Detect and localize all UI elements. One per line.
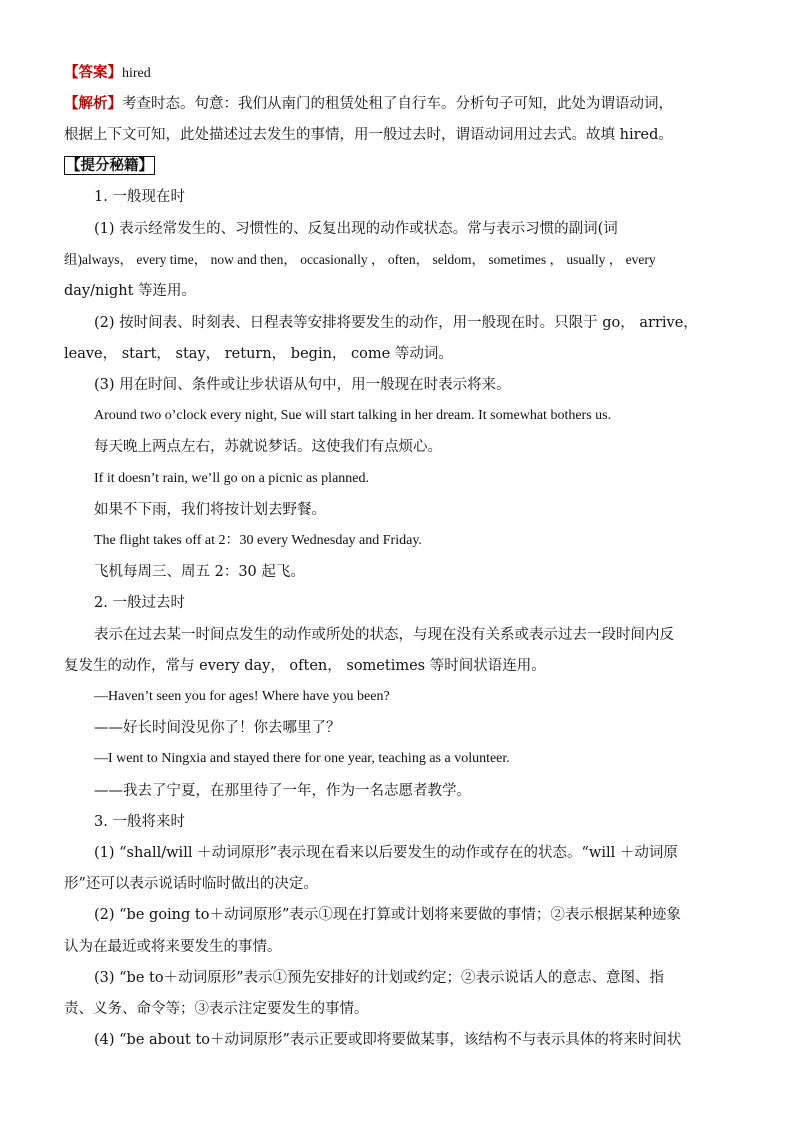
example-translation: 每天晚上两点左右，苏就说梦话。这使我们有点烦心。 xyxy=(94,439,442,455)
paragraph-line: (3) “be to＋动词原形”表示①预先安排好的计划或约定；②表示说话人的意志、意图、指 xyxy=(94,970,664,986)
answer-tag: 【答案】 xyxy=(64,64,122,81)
section-heading: 2. 一般过去时 xyxy=(94,595,185,611)
analysis-line-2: 根据上下文可知，此处描述过去发生的事情，用一般过去时，谓语动词用过去式。故填 hired。 xyxy=(64,127,673,143)
paragraph-line: (1) 表示经常发生的、习惯性的、反复出现的动作或状态。常与表示习惯的副词(词 xyxy=(94,221,618,237)
paragraph-line: 认为在最近或将来要发生的事情。 xyxy=(64,939,282,955)
paragraph-line: 表示在过去某一时间点发生的动作或所处的状态，与现在没有关系或表示过去一段时间内反 xyxy=(94,627,674,643)
analysis-tag: 【解析】 xyxy=(64,95,122,112)
paragraph-line: (2) 按时间表、时刻表、日程表等安排将要发生的动作，用一般现在时。只限于 go， arrive， xyxy=(94,315,698,331)
example-translation: 飞机每周三、周五 2：30 起飞。 xyxy=(94,564,305,580)
section-heading: 3. 一般将来时 xyxy=(94,814,185,830)
example-sentence: The flight takes off at 2：30 every Wednesday and Friday. xyxy=(94,533,422,548)
section-heading: 1. 一般现在时 xyxy=(94,189,185,205)
paragraph-line: leave， start， stay， return， begin， come 等动词。 xyxy=(64,346,453,362)
example-sentence: —Haven’t seen you for ages! Where have you been? xyxy=(94,689,390,704)
paragraph-line: 组)always， every time， now and then， occasionally ， often， seldom， sometimes ， usually ， every xyxy=(64,252,656,267)
tips-title-box: 【提分秘籍】 xyxy=(66,157,153,174)
paragraph-line: 责、义务、命令等；③表示注定要发生的事情。 xyxy=(64,1001,369,1017)
example-translation: ——我去了宁夏，在那里待了一年，作为一名志愿者教学。 xyxy=(94,783,471,799)
answer-line xyxy=(64,63,151,84)
paragraph-line: 形”还可以表示说话时临时做出的决定。 xyxy=(64,876,318,892)
analysis-line-1 xyxy=(64,94,673,114)
paragraph-line: day/night 等连用。 xyxy=(64,283,197,299)
paragraph-line: (4) “be about to＋动词原形”表示正要或即将要做某事，该结构不与表示具体的将来时间状 xyxy=(94,1032,682,1048)
paragraph-line: (2) “be going to＋动词原形”表示①现在打算或计划将来要做的事情；②表示根据某种迹象 xyxy=(94,907,681,923)
tips-title xyxy=(64,156,155,176)
paragraph-line: (1) “shall/will ＋动词原形”表示现在看来以后要发生的动作或存在的状态。“will ＋动词原 xyxy=(94,845,678,861)
example-translation: 如果不下雨，我们将按计划去野餐。 xyxy=(94,502,326,518)
example-sentence: If it doesn’t rain, we’ll go on a picnic as planned. xyxy=(94,471,369,486)
analysis-text-1: 考查时态。句意：我们从南门的租赁处租了自行车。分析句子可知，此处为谓语动词， xyxy=(122,96,673,112)
example-sentence: —I went to Ningxia and stayed there for one year, teaching as a volunteer. xyxy=(94,751,510,766)
example-translation: ——好长时间没见你了！你去哪里了？ xyxy=(94,720,341,736)
paragraph-line: (3) 用在时间、条件或让步状语从句中，用一般现在时表示将来。 xyxy=(94,377,511,393)
paragraph-line: 复发生的动作，常与 every day， often， sometimes 等时间状语连用。 xyxy=(64,658,546,674)
example-sentence: Around two o’clock every night, Sue will start talking in her dream. It somewhat bothers us. xyxy=(94,408,612,423)
answer-text: hired xyxy=(122,66,151,81)
